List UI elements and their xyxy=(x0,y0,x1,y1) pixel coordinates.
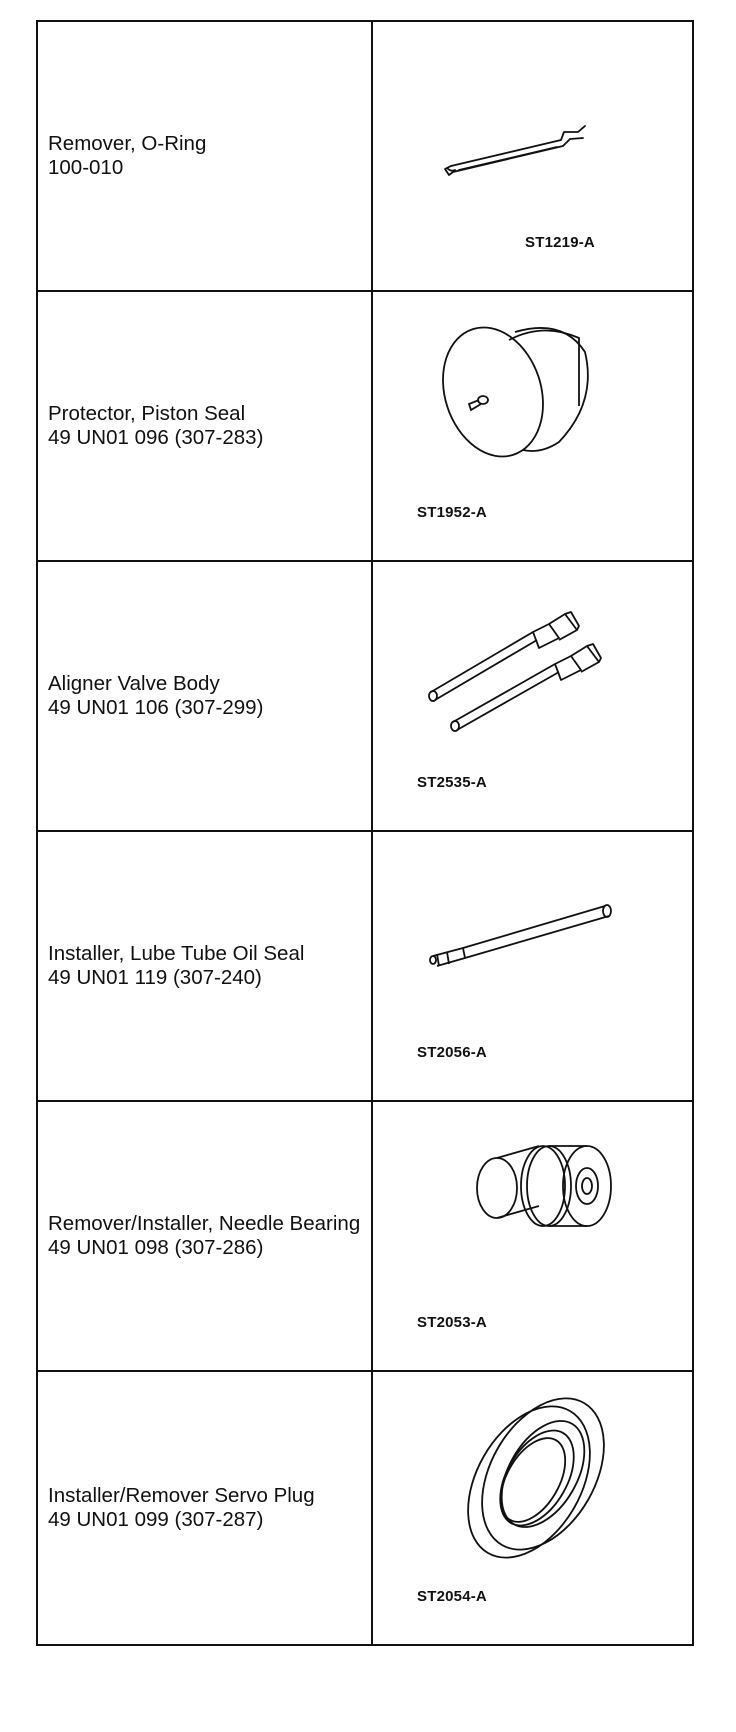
tool-row xyxy=(38,1102,692,1372)
tool-row xyxy=(38,832,692,1102)
tool-number: 49 UN01 119 (307-240) xyxy=(48,966,262,989)
tool-description xyxy=(38,1102,373,1370)
tool-row xyxy=(38,562,692,832)
tool-name: Remover/Installer, Needle Bearing xyxy=(48,1212,361,1235)
tool-description xyxy=(38,562,373,830)
tool-description xyxy=(38,22,373,290)
tool-row xyxy=(38,22,692,292)
tool-description xyxy=(38,1372,373,1644)
figure-code: ST2535-A xyxy=(417,774,487,791)
tool-number: 100-010 xyxy=(48,156,124,179)
tool-illustration-cell xyxy=(373,562,692,830)
tool-name: Installer/Remover Servo Plug xyxy=(48,1484,315,1507)
figure-code: ST1952-A xyxy=(417,504,487,521)
tool-number: 49 UN01 096 (307-283) xyxy=(48,426,264,449)
figure-code: ST2054-A xyxy=(417,1588,487,1605)
tool-row xyxy=(38,1372,692,1644)
tool-description xyxy=(38,832,373,1100)
tool-name: Remover, O-Ring xyxy=(48,132,207,155)
tool-number: 49 UN01 106 (307-299) xyxy=(48,696,264,719)
tool-illustration-cell xyxy=(373,832,692,1100)
tool-number: 49 UN01 099 (307-287) xyxy=(48,1508,264,1531)
tool-illustration-cell xyxy=(373,22,692,290)
tool-name: Protector, Piston Seal xyxy=(48,402,246,425)
tool-illustration-cell xyxy=(373,1102,692,1370)
figure-code: ST2053-A xyxy=(417,1314,487,1331)
tool-row xyxy=(38,292,692,562)
tool-illustration-cell xyxy=(373,1372,692,1644)
tool-illustration-cell xyxy=(373,292,692,560)
tool-number: 49 UN01 098 (307-286) xyxy=(48,1236,264,1259)
special-tools-table xyxy=(36,20,694,1646)
tool-description xyxy=(38,292,373,560)
figure-code: ST1219-A xyxy=(525,234,595,251)
tool-name: Installer, Lube Tube Oil Seal xyxy=(48,942,305,965)
tool-name: Aligner Valve Body xyxy=(48,672,220,695)
figure-code: ST2056-A xyxy=(417,1044,487,1061)
